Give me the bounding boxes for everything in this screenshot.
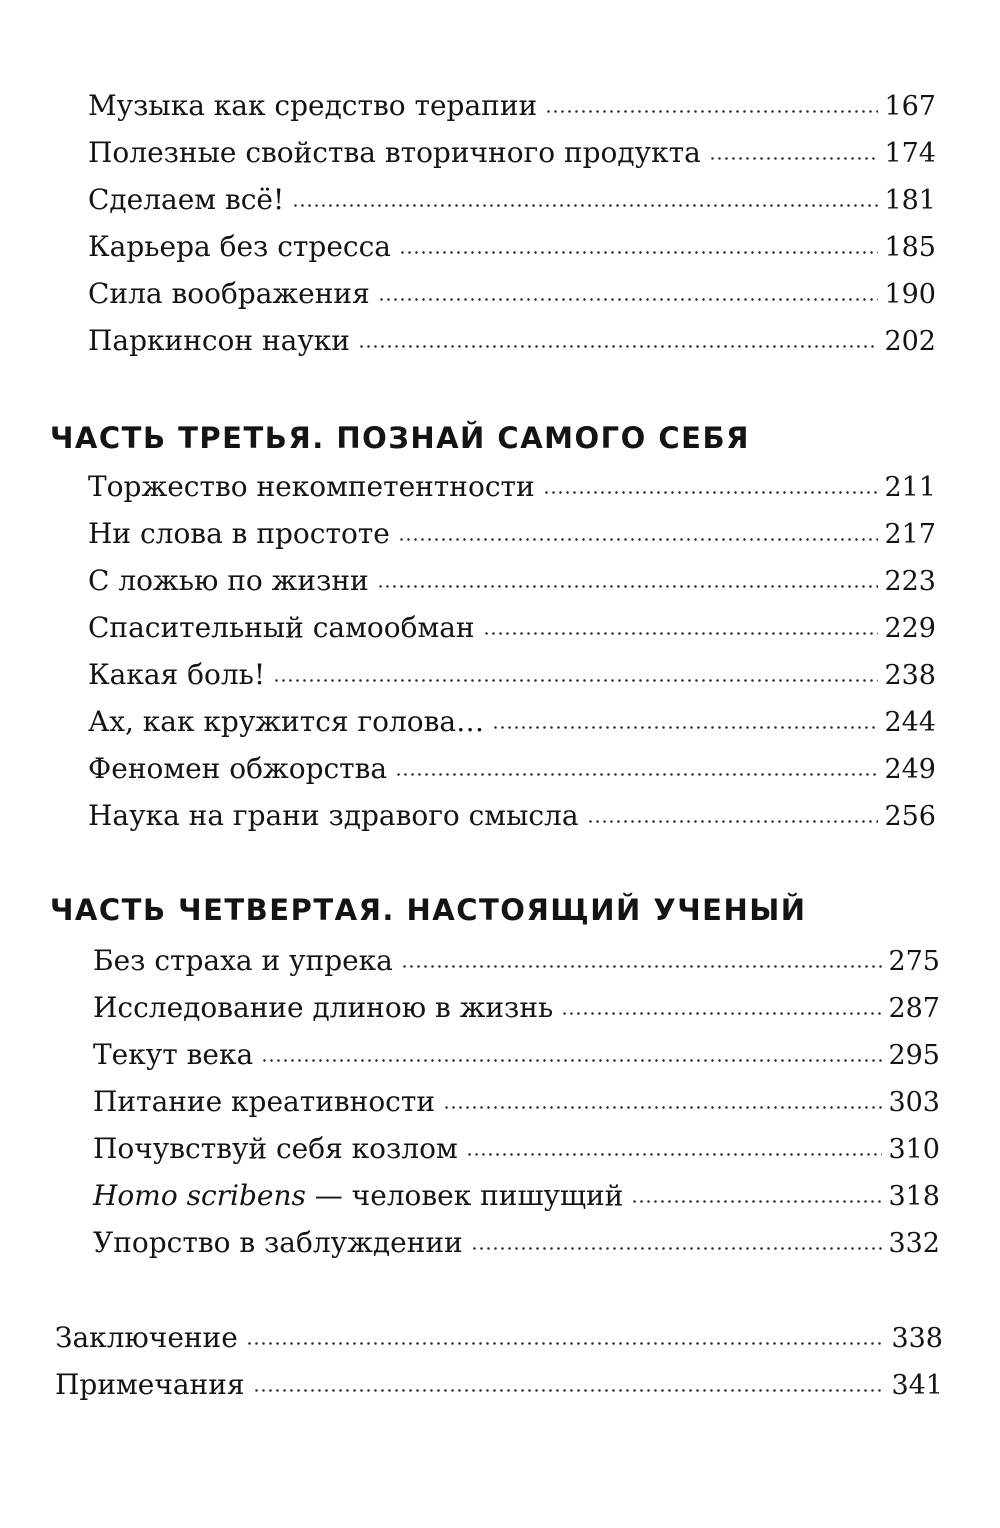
entry-page-number: 338 [891, 1323, 943, 1354]
toc-entry[interactable] [88, 86, 936, 126]
toc-entry[interactable] [88, 702, 936, 742]
entry-page-number: 174 [884, 138, 936, 169]
toc-entry[interactable] [93, 1035, 940, 1075]
entry-title: Сила воображения [88, 277, 370, 310]
dot-leader [587, 820, 879, 823]
toc-entry[interactable] [88, 655, 936, 695]
entry-title: Текут века [93, 1038, 254, 1071]
entry-page-number: 244 [884, 707, 936, 738]
entry-page-number: 211 [884, 472, 936, 503]
entry-title-italic: Homo scribens [93, 1179, 306, 1212]
toc-entry[interactable] [93, 988, 940, 1028]
entry-page-number: 318 [888, 1181, 940, 1212]
dot-leader [358, 345, 879, 348]
toc-entry[interactable] [88, 608, 936, 648]
toc-entry[interactable] [93, 1129, 940, 1169]
dot-leader [253, 1389, 886, 1392]
entry-title: Какая боль! [88, 658, 266, 691]
entry-title: Примечания [55, 1368, 245, 1401]
toc-entry[interactable] [88, 227, 936, 267]
entry-page-number: 229 [884, 613, 936, 644]
dot-leader [443, 1106, 882, 1109]
section-heading[interactable]: ЧАСТЬ ТРЕТЬЯ. ПОЗНАЙ САМОГО СЕБЯ [50, 421, 750, 455]
dot-leader [398, 538, 879, 541]
entry-page-number: 275 [888, 946, 940, 977]
dot-leader [378, 298, 879, 301]
toc-entry[interactable] [93, 1176, 940, 1216]
dot-leader [466, 1153, 883, 1156]
entry-page-number: 185 [884, 232, 936, 263]
entry-page-number: 249 [884, 754, 936, 785]
entry-title: Музыка как средство терапии [88, 89, 538, 122]
toc-entry[interactable] [55, 1318, 943, 1358]
entry-title-rest: — человек пишущий [305, 1179, 624, 1212]
dot-leader [399, 251, 879, 254]
entry-page-number: 217 [884, 519, 936, 550]
dot-leader [709, 157, 879, 160]
entry-title: Заключение [55, 1321, 238, 1354]
entry-page-number: 341 [891, 1370, 943, 1401]
entry-title: Ни слова в простоте [88, 517, 390, 550]
entry-page-number: 295 [888, 1040, 940, 1071]
toc-entry[interactable] [55, 1365, 943, 1405]
dot-leader [273, 679, 878, 682]
dot-leader [561, 1012, 882, 1015]
entry-title [93, 1176, 627, 1216]
toc-entry[interactable] [93, 1082, 940, 1122]
entry-page-number: 223 [884, 566, 936, 597]
entry-title: Полезные свойства вторичного продукта [88, 136, 701, 169]
toc-entry[interactable] [93, 1223, 940, 1263]
entry-title: Карьера без стресса [88, 230, 391, 263]
entry-page-number: 332 [888, 1228, 940, 1259]
dot-leader [395, 773, 878, 776]
entry-page-number: 256 [884, 801, 936, 832]
dot-leader [377, 585, 879, 588]
toc-entry[interactable] [88, 321, 936, 361]
dot-leader [401, 965, 883, 968]
entry-title: Наука на грани здравого смысла [88, 799, 579, 832]
toc-entry[interactable] [88, 274, 936, 314]
entry-title: Феномен обжорства [88, 752, 388, 785]
entry-page-number: 310 [888, 1134, 940, 1165]
entry-title: С ложью по жизни [88, 564, 369, 597]
entry-title: Исследование длиною в жизнь [93, 991, 554, 1024]
entry-page-number: 202 [884, 326, 936, 357]
dot-leader [483, 632, 879, 635]
entry-page-number: 287 [888, 993, 940, 1024]
entry-title: Почувствуй себя козлом [93, 1132, 458, 1165]
dot-leader [261, 1059, 882, 1062]
dot-leader [545, 110, 878, 113]
toc-entry[interactable] [88, 749, 936, 789]
toc-entry[interactable] [88, 561, 936, 601]
toc-entry[interactable] [88, 796, 936, 836]
entry-title: Упорство в заблуждении [93, 1226, 463, 1259]
toc-entry[interactable] [88, 180, 936, 220]
dot-leader [631, 1200, 882, 1203]
entry-title: Ах, как кружится голова… [88, 705, 485, 738]
dot-leader [471, 1247, 883, 1250]
toc-entry[interactable] [93, 941, 940, 981]
dot-leader [246, 1342, 886, 1345]
toc-entry[interactable] [88, 133, 936, 173]
entry-title: Торжество некомпетентности [88, 470, 535, 503]
entry-page-number: 167 [884, 91, 936, 122]
entry-page-number: 190 [884, 279, 936, 310]
entry-title: Питание креативности [93, 1085, 436, 1118]
entry-title: Без страха и упрека [93, 944, 393, 977]
dot-leader [543, 491, 879, 494]
toc-entry[interactable] [88, 467, 936, 507]
entry-title: Спасительный самообман [88, 611, 475, 644]
dot-leader [292, 204, 878, 207]
entry-title: Паркинсон науки [88, 324, 350, 357]
dot-leader [492, 726, 878, 729]
entry-page-number: 181 [884, 185, 936, 216]
entry-page-number: 238 [884, 660, 936, 691]
entry-title: Сделаем всё! [88, 183, 285, 216]
entry-page-number: 303 [888, 1087, 940, 1118]
toc-entry[interactable] [88, 514, 936, 554]
section-heading[interactable]: ЧАСТЬ ЧЕТВЕРТАЯ. НАСТОЯЩИЙ УЧЕНЫЙ [50, 893, 807, 927]
